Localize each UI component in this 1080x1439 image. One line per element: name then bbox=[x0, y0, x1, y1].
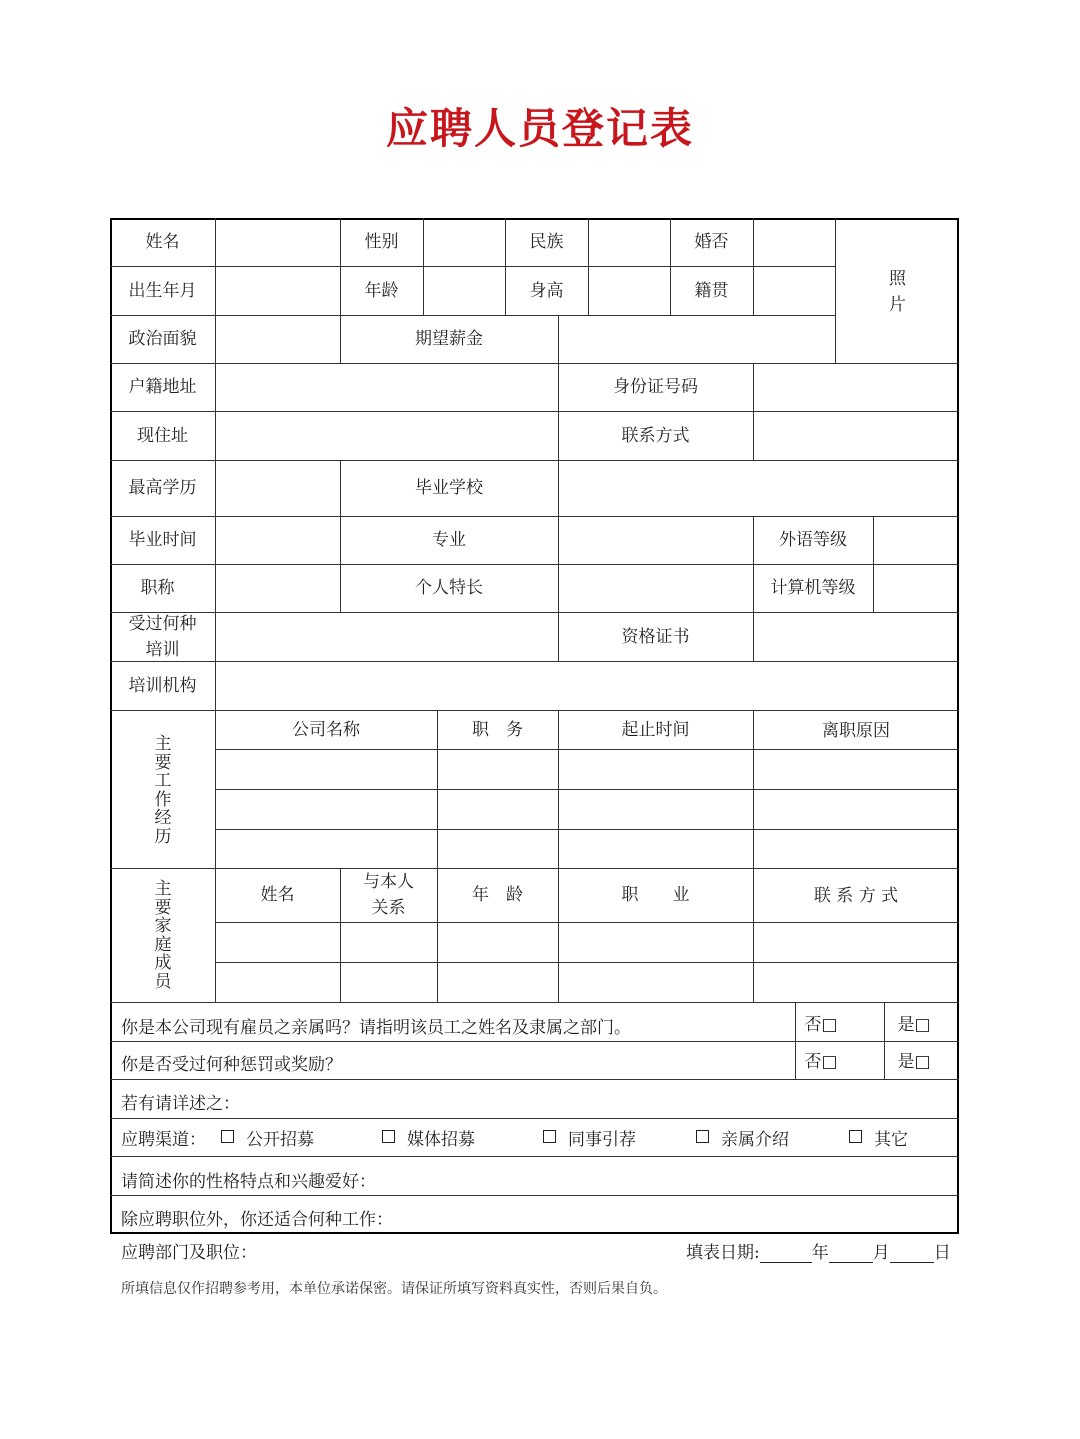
work-header-company: 公司名称 bbox=[292, 719, 360, 740]
label-grad-time: 毕业时间 bbox=[128, 530, 197, 550]
row-line bbox=[215, 962, 959, 963]
field-certificate[interactable] bbox=[754, 612, 959, 661]
family-members-label: 主 要 家 庭 成 员 bbox=[154, 879, 172, 992]
label-education: 最高学历 bbox=[128, 478, 197, 498]
checkbox-icon bbox=[382, 1130, 395, 1143]
row-line bbox=[215, 829, 959, 830]
work-header-period: 起止时间 bbox=[621, 719, 690, 740]
field-gender[interactable] bbox=[424, 218, 505, 266]
day-blank[interactable] bbox=[890, 1246, 934, 1263]
channel-relative-label: 亲属介绍 bbox=[721, 1129, 789, 1150]
field-name[interactable] bbox=[216, 218, 340, 266]
channel-public-label: 公开招募 bbox=[246, 1129, 314, 1150]
field-native[interactable] bbox=[754, 266, 835, 315]
label-marital: 婚否 bbox=[694, 232, 729, 252]
field-contact[interactable] bbox=[754, 411, 959, 460]
month-label: 月 bbox=[872, 1243, 890, 1263]
label-contact: 联系方式 bbox=[621, 425, 690, 446]
label-birth: 出生年月 bbox=[128, 280, 197, 301]
family-header-relation bbox=[340, 868, 437, 922]
field-id-number[interactable] bbox=[754, 363, 959, 411]
family-header-relation-line2: 关系 bbox=[371, 898, 406, 918]
year-blank[interactable] bbox=[760, 1246, 812, 1263]
label-age: 年龄 bbox=[364, 280, 399, 301]
field-training-org[interactable] bbox=[216, 661, 959, 710]
field-computer-level[interactable] bbox=[874, 564, 959, 612]
label-political: 政治面貌 bbox=[128, 329, 197, 349]
field-height[interactable] bbox=[589, 266, 670, 315]
field-title-rank[interactable] bbox=[216, 564, 340, 612]
family-header-job: 职 业 bbox=[621, 885, 690, 905]
label-native: 籍贯 bbox=[694, 280, 729, 301]
privacy-note: 所填信息仅作招聘参考用，本单位承诺保密。请保证所填写资料真实性，否则后果自负。 bbox=[121, 1281, 667, 1297]
col-line bbox=[558, 710, 559, 1002]
label-training-org: 培训机构 bbox=[128, 675, 197, 696]
day-label: 日 bbox=[933, 1243, 951, 1263]
label-gender: 性别 bbox=[364, 232, 399, 252]
family-header-name: 姓名 bbox=[260, 885, 295, 905]
channel-relative[interactable] bbox=[696, 1118, 789, 1156]
field-training[interactable] bbox=[216, 612, 558, 661]
question-reward: 你是否受过何种惩罚或奖励？ bbox=[121, 1054, 342, 1075]
label-address: 现住址 bbox=[137, 425, 188, 446]
family-header-age: 年 龄 bbox=[472, 885, 523, 905]
row-line bbox=[110, 1002, 959, 1003]
row-line bbox=[215, 789, 959, 790]
label-specialty: 个人特长 bbox=[415, 578, 483, 598]
field-hukou[interactable] bbox=[216, 363, 558, 411]
channel-other[interactable] bbox=[849, 1118, 908, 1156]
dept-position-label: 应聘部门及职位： bbox=[121, 1243, 257, 1263]
label-id-number: 身份证号码 bbox=[613, 377, 698, 397]
relative-yes-checkbox[interactable]: 是□ bbox=[897, 1015, 931, 1035]
field-lang-level[interactable] bbox=[874, 516, 959, 564]
field-age[interactable] bbox=[424, 266, 505, 315]
field-address[interactable] bbox=[216, 411, 558, 460]
label-ethnicity: 民族 bbox=[529, 232, 564, 252]
field-ethnicity[interactable] bbox=[589, 218, 670, 266]
label-certificate: 资格证书 bbox=[621, 626, 690, 647]
label-hukou: 户籍地址 bbox=[128, 377, 197, 397]
field-school[interactable] bbox=[559, 460, 959, 516]
photo-box[interactable] bbox=[836, 218, 959, 363]
checkbox-icon bbox=[543, 1130, 556, 1143]
channel-other-label: 其它 bbox=[874, 1129, 908, 1150]
photo-label-1: 照 bbox=[889, 269, 906, 289]
fill-date[interactable] bbox=[686, 1238, 951, 1263]
label-computer-level: 计算机等级 bbox=[770, 578, 856, 598]
field-marital[interactable] bbox=[754, 218, 835, 266]
label-lang-level: 外语等级 bbox=[779, 530, 847, 550]
label-name: 姓名 bbox=[145, 232, 180, 252]
channel-label: 应聘渠道： bbox=[121, 1129, 206, 1150]
checkbox-icon bbox=[849, 1130, 862, 1143]
field-birth[interactable] bbox=[216, 266, 340, 315]
field-education[interactable] bbox=[216, 460, 340, 516]
label-training-line1: 受过何种 bbox=[128, 613, 197, 634]
channel-public[interactable] bbox=[221, 1118, 314, 1156]
label-title-rank: 职称 bbox=[140, 578, 175, 598]
col-line bbox=[753, 710, 754, 1002]
checkbox-icon bbox=[696, 1130, 709, 1143]
work-header-reason: 离职原因 bbox=[822, 721, 890, 741]
reward-no-checkbox[interactable]: 否□ bbox=[804, 1052, 838, 1072]
month-blank[interactable] bbox=[829, 1246, 873, 1263]
channel-referral-label: 同事引荐 bbox=[568, 1129, 636, 1150]
channel-media-label: 媒体招募 bbox=[407, 1129, 475, 1150]
checkbox-icon bbox=[221, 1130, 234, 1143]
channel-media[interactable] bbox=[382, 1118, 475, 1156]
field-specialty[interactable] bbox=[559, 564, 753, 612]
field-salary[interactable] bbox=[559, 315, 835, 363]
work-header-position: 职 务 bbox=[472, 719, 523, 740]
fill-date-label: 填表日期: bbox=[686, 1243, 760, 1263]
work-history-label: 主 要 工 作 经 历 bbox=[154, 734, 172, 847]
field-major[interactable] bbox=[559, 516, 753, 564]
other-job-label: 除应聘职位外，你还适合何种工作： bbox=[121, 1209, 393, 1230]
label-training bbox=[110, 612, 215, 661]
family-header-contact: 联 系 方 式 bbox=[813, 886, 899, 906]
detail-label: 若有请详述之： bbox=[121, 1093, 240, 1114]
family-header-relation-line1: 与本人 bbox=[363, 872, 414, 892]
row-line bbox=[110, 1156, 959, 1157]
label-salary: 期望薪金 bbox=[415, 329, 483, 349]
channel-referral[interactable] bbox=[543, 1118, 636, 1156]
reward-yes-checkbox[interactable]: 是□ bbox=[897, 1052, 931, 1072]
field-grad-time[interactable] bbox=[216, 516, 340, 564]
personality-label: 请简述你的性格特点和兴趣爱好： bbox=[121, 1171, 376, 1192]
field-political[interactable] bbox=[216, 315, 340, 363]
year-label: 年 bbox=[811, 1243, 829, 1263]
label-school: 毕业学校 bbox=[415, 478, 483, 498]
label-training-line2: 培训 bbox=[145, 639, 180, 660]
question-relative: 你是本公司现有雇员之亲属吗？请指明该员工之姓名及隶属之部门。 bbox=[121, 1017, 631, 1038]
relative-no-checkbox[interactable]: 否□ bbox=[804, 1015, 838, 1035]
label-major: 专业 bbox=[432, 530, 466, 550]
photo-label-2: 片 bbox=[889, 295, 906, 315]
label-height: 身高 bbox=[529, 280, 564, 301]
form-title: 应聘人员登记表 bbox=[385, 104, 694, 153]
